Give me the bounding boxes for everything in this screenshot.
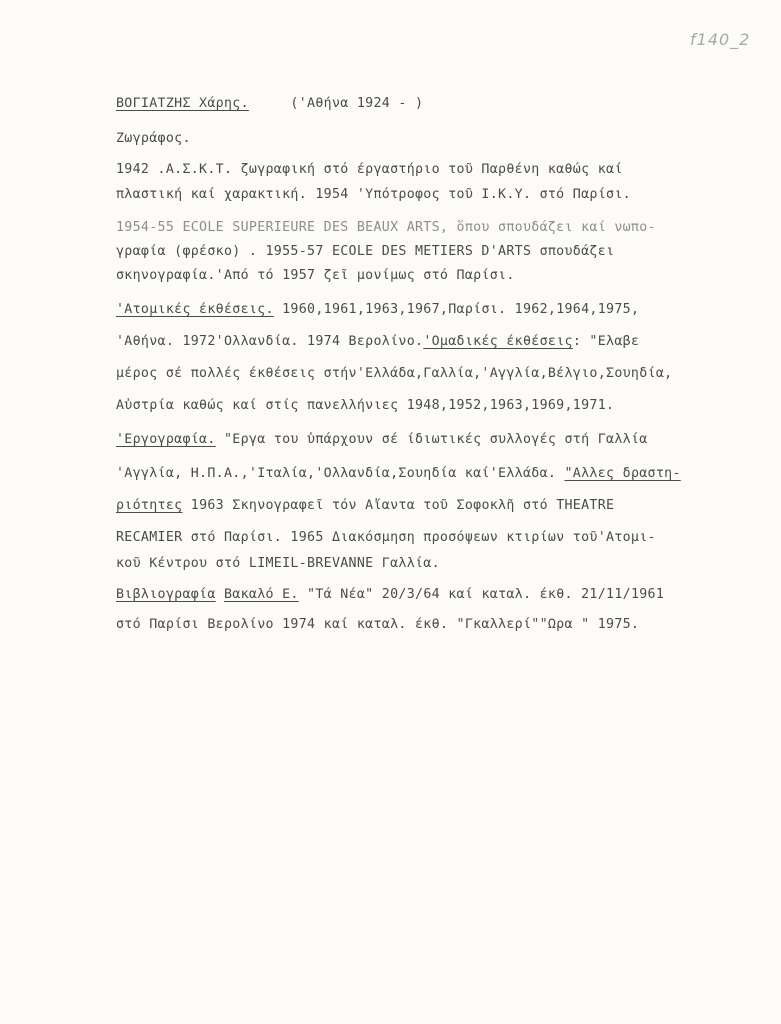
bio-line: σκηνογραφία.'Από τό 1957 ζεῖ μονίμως στό Παρίσι.: [116, 268, 515, 283]
bio-line: γραφία (φρέσκο) . 1955-57 ECOLE DES METIERS D'ARTS σπουδάζει: [116, 244, 615, 259]
activities-line: RECAMIER στό Παρίσι. 1965 Διακόσμηση προσόψεων κτιρίων τοῦ'Ατομι-: [116, 530, 656, 545]
other-activities-heading: "Αλλες δραστη-: [564, 466, 681, 481]
bio-line: πλαστική καί χαρακτική. 1954 'Υπότροφος τοῦ Ι.Κ.Υ. στό Παρίσι.: [116, 187, 631, 202]
activities-line: κοῦ Κέντρου στό LIMEIL-BREVANNE Γαλλία.: [116, 556, 440, 571]
exhibitions-line: μέρος σέ πολλές έκθέσεις στήν'Ελλάδα,Γαλλία,'Αγγλία,Βέλγιο,Σουηδία,: [116, 366, 673, 381]
exhibitions-line: Αὐστρία καθώς καί στίς πανελλήνιες 1948,1952,1963,1969,1971.: [116, 398, 615, 413]
works-line: 'Εργογραφία. "Εργα του ὑπάρχουν σέ ίδιωτικές συλλογές στή Γαλλία: [116, 432, 648, 447]
bio-line: 1954-55 ECOLE SUPERIEURE DES BEAUX ARTS, ὅπου σπουδάζει καί νωπο-: [116, 220, 656, 235]
activities-line: ριότητες 1963 Σκηνογραφεῖ τόν Αἴαντα τοῦ Σοφοκλῆ στό THEATRE: [116, 498, 615, 513]
bibliography-heading: Βιβλιογραφία: [116, 587, 216, 602]
works-heading: 'Εργογραφία.: [116, 432, 216, 447]
works-line: 'Αγγλία, Η.Π.Α.,'Ιταλία,'Ολλανδία,Σουηδία καί'Ελλάδα. "Αλλες δραστη-: [116, 466, 681, 481]
birth-dates: ('Αθήνα 1924 - ): [290, 96, 424, 111]
handwritten-reference-note: f140_2: [690, 30, 751, 49]
other-activities-heading-cont: ριότητες: [116, 498, 183, 513]
solo-exhibitions-line: 'Ατομικές έκθέσεις. 1960,1961,1963,1967,Παρίσι. 1962,1964,1975,: [116, 302, 640, 317]
profession-line: Ζωγράφος.: [116, 131, 191, 146]
group-exhibitions-heading: 'Ομαδικές έκθέσεις: [423, 334, 573, 349]
bibliography-author: Βακαλό Ε.: [223, 587, 299, 602]
exhibitions-line: 'Αθήνα. 1972'Ολλανδία. 1974 Βερολίνο.'Ομαδικές έκθέσεις: "Ελαβε: [116, 334, 640, 349]
bibliography-line: Βιβλιογραφία Βακαλό Ε. "Τά Νέα" 20/3/64 καί καταλ. έκθ. 21/11/1961: [116, 587, 665, 602]
artist-name: ΒΟΓΙΑΤΖΗΣ Χάρης.: [116, 96, 249, 111]
heading-line: [116, 96, 423, 111]
solo-exhibitions-heading: 'Ατομικές έκθέσεις.: [116, 302, 274, 317]
bibliography-line: στό Παρίσι Βερολίνο 1974 καί καταλ. έκθ. "Γκαλλερί""Ωρα " 1975.: [116, 617, 640, 632]
bio-line: 1942 .Α.Σ.Κ.Τ. ζωγραφική στό έργαστήριο τοῦ Παρθένη καθώς καί: [116, 162, 623, 177]
